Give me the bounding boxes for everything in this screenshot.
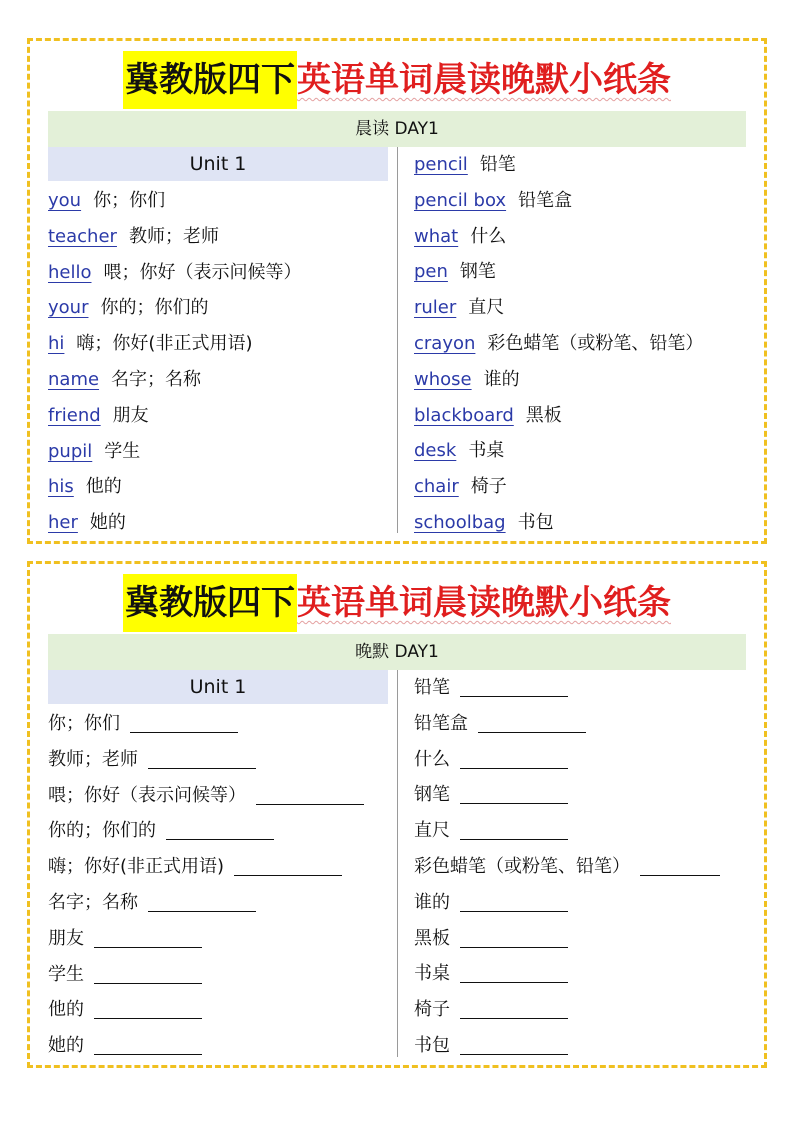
dictation-meaning: 铅笔盒 [414,712,468,734]
vocab-row [48,434,388,470]
vocab-word: chair [414,476,459,498]
vocab-row [48,219,388,255]
vocab-row [414,290,750,326]
answer-blank[interactable] [460,1017,568,1019]
morning-left-column [48,147,388,541]
dictation-meaning: 直尺 [414,820,450,842]
dictation-meaning: 谁的 [414,891,450,913]
dictation-meaning: 教师；老师 [48,748,138,770]
vocab-row [414,147,750,183]
vocab-meaning: 椅子 [470,476,507,498]
title-rest: 英语单词晨读晚默小纸条 [297,583,671,623]
vocab-row [48,398,388,434]
answer-blank[interactable] [460,946,568,948]
dictation-meaning: 黑板 [414,927,450,949]
vocab-word: schoolbag [414,511,506,533]
vocab-word: whose [414,368,472,390]
vocab-meaning: 他的 [85,476,122,498]
morning-columns [48,147,746,533]
vocab-word: his [48,476,74,498]
vocab-word: hello [48,261,92,283]
vocab-word: friend [48,404,101,426]
vocab-row [414,326,750,362]
vocab-meaning: 名字；名称 [111,368,202,390]
vocab-word: crayon [414,332,476,354]
vocab-row [414,469,750,505]
vocab-meaning: 铅笔盒 [518,189,573,211]
column-divider [397,670,398,1057]
vocab-meaning: 朋友 [112,404,149,426]
vocab-meaning: 她的 [89,512,126,534]
title-highlight: 冀教版四下 [123,574,297,632]
vocab-meaning: 学生 [104,440,141,462]
column-divider [397,147,398,533]
answer-blank[interactable] [130,731,238,733]
vocab-word: teacher [48,225,117,247]
dictation-row [414,670,750,706]
dictation-row [414,849,750,885]
dictation-row [414,706,750,742]
answer-blank[interactable] [478,731,586,733]
vocab-row [414,362,750,398]
dictation-row [414,956,750,992]
vocab-meaning: 你；你们 [93,190,166,211]
morning-header: 晨读 DAY1 [48,111,746,147]
answer-blank[interactable] [460,695,568,697]
dictation-meaning: 书包 [414,1034,450,1056]
vocab-word: her [48,512,78,534]
vocab-word: hi [48,333,65,355]
vocab-row [414,398,750,434]
dictation-row [414,1028,750,1064]
dictation-meaning: 椅子 [414,999,450,1021]
answer-blank[interactable] [460,802,568,804]
dictation-row [48,742,388,778]
dictation-row [414,813,750,849]
evening-header: 晚默 DAY1 [48,634,746,670]
vocab-meaning: 你的；你们的 [100,297,209,319]
vocab-meaning: 什么 [470,225,507,247]
answer-blank[interactable] [460,1053,568,1055]
vocab-word: pencil box [414,189,507,211]
evening-left-column [48,670,388,1064]
vocab-row [48,290,388,326]
evening-right-column [414,670,750,1064]
vocab-meaning: 彩色蜡笔（或粉笔、铅笔） [487,332,704,354]
vocab-word: pen [414,261,448,283]
answer-blank[interactable] [234,874,342,876]
vocab-meaning: 铅笔 [479,154,516,175]
dictation-meaning: 名字；名称 [48,891,138,913]
morning-right-column [414,147,750,541]
answer-blank[interactable] [640,874,720,876]
vocab-row [48,505,388,541]
dictation-meaning: 朋友 [48,927,84,949]
evening-card [27,561,767,1068]
title-highlight: 冀教版四下 [123,51,297,109]
dictation-meaning: 嗨；你好(非正式用语) [48,856,225,878]
dictation-row [48,957,388,993]
vocab-row [414,254,750,290]
vocab-meaning: 黑板 [525,404,562,426]
dictation-row [414,885,750,921]
dictation-row [48,885,388,921]
vocab-meaning: 直尺 [468,297,505,319]
dictation-meaning: 你的；你们的 [48,820,156,842]
dictation-meaning: 她的 [48,1035,84,1057]
vocab-word: your [48,297,89,319]
vocab-meaning: 嗨；你好(非正式用语) [76,333,253,355]
vocab-meaning: 教师；老师 [128,225,219,247]
vocab-meaning: 谁的 [483,368,520,390]
dictation-row [48,992,388,1028]
dictation-row [414,777,750,813]
vocab-row [48,326,388,362]
vocab-word: you [48,190,82,211]
dictation-row [48,921,388,957]
dictation-row [48,813,388,849]
unit-heading: Unit 1 [48,147,388,181]
answer-blank[interactable] [94,1053,202,1055]
answer-blank[interactable] [94,1017,202,1019]
vocab-word: blackboard [414,404,514,426]
vocab-row [414,505,750,541]
vocab-word: ruler [414,297,457,319]
dictation-row [414,992,750,1028]
dictation-row [414,921,750,957]
title-rest: 英语单词晨读晚默小纸条 [297,60,671,100]
vocab-word: pupil [48,440,93,462]
vocab-row [48,362,388,398]
vocab-row [414,183,750,219]
answer-blank[interactable] [460,981,568,983]
dictation-meaning: 他的 [48,999,84,1021]
vocab-meaning: 书包 [517,511,554,533]
dictation-meaning: 喂；你好（表示问候等） [48,784,246,806]
dictation-meaning: 彩色蜡笔（或粉笔、铅笔） [414,855,630,877]
dictation-meaning: 钢笔 [414,784,450,806]
evening-columns [48,670,746,1057]
vocab-row [48,469,388,505]
vocab-row [414,433,750,469]
dictation-row [48,706,388,742]
dictation-meaning: 书桌 [414,963,450,985]
vocab-row [414,219,750,255]
dictation-meaning: 你；你们 [48,713,120,734]
dictation-row [48,1028,388,1064]
answer-blank[interactable] [460,767,568,769]
answer-blank[interactable] [256,803,364,805]
vocab-word: name [48,368,100,390]
answer-blank[interactable] [94,982,202,984]
dictation-row [414,742,750,778]
answer-blank[interactable] [166,838,274,840]
vocab-row [48,183,388,219]
answer-blank[interactable] [94,946,202,948]
dictation-meaning: 什么 [414,748,450,770]
vocab-meaning: 钢笔 [459,261,496,283]
vocab-meaning: 喂；你好（表示问候等） [103,261,302,283]
vocab-meaning: 书桌 [468,440,505,462]
answer-blank[interactable] [148,767,256,769]
answer-blank[interactable] [460,910,568,912]
vocab-row [48,255,388,291]
vocab-word: what [414,225,459,247]
answer-blank[interactable] [148,910,256,912]
dictation-row [48,778,388,814]
dictation-row [48,849,388,885]
vocab-word: pencil [414,154,468,175]
vocab-word: desk [414,440,457,462]
unit-heading: Unit 1 [48,670,388,704]
morning-card [27,38,767,544]
dictation-meaning: 铅笔 [414,677,450,698]
card-title [30,574,764,632]
card-title [30,51,764,109]
answer-blank[interactable] [460,838,568,840]
dictation-meaning: 学生 [48,963,84,985]
